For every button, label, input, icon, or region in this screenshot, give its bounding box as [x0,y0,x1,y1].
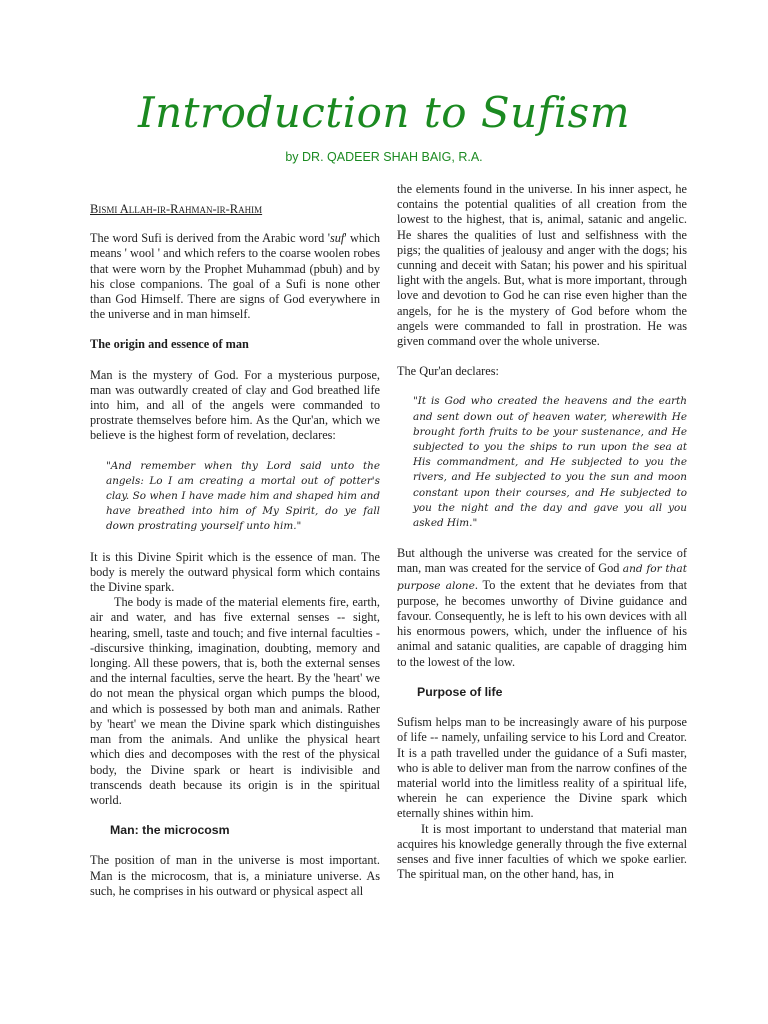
paragraph-service [397,546,687,670]
heading-purpose: Purpose of life [417,684,503,699]
paragraph-position: The position of man in the universe is most important. Man is the microcosm, that is, a miniature universe. As such, he comprises in his outward or physical aspect all [90,853,380,898]
paragraph-mystery: Man is the mystery of God. For a mysterious purpose, man was outwardly created of clay and God breathed life into him, and all of the angels were commanded to prostrate themselves before him. As the Qur'an, which we believe is the highest form of revelation, declares: [90,367,380,443]
quote-heavens: "It is God who created the heavens and the earth and sent down out of heaven water, wherewith He brought forth fruits to be your sustenance, and He subjected to you the ships to run upon the sea at His commandment, and He subjected to you the rivers, and He subjected to you the sun and moon constant upon their courses, and He subjected to you the night and the day and gave you all you asked Him." [413,395,687,530]
paragraph-divine-spirit: It is this Divine Spirit which is the essence of man. The body is merely the outward physical form which contains the Divine spark. [90,549,380,595]
paragraph-word-sufi [90,231,380,322]
page-title: Introduction to Sufism [137,88,631,137]
right-column [397,182,687,897]
heading-microcosm: Man: the microcosm [110,823,230,838]
paragraph-text: The word Sufi is derived from the Arabic word ' [90,231,330,246]
paragraph-text: But although the universe was created for the service of man, man was created for the service of God [397,546,687,576]
quote-creation: "And remember when thy Lord said unto the angels: Lo I am creating a mortal out of potter's clay. So when I have made him and shaped him and have breathed into him of My Spirit, do ye fall down prostrating yourself unto him." [106,459,380,533]
paragraph-text: ' which means ' wool ' and which refers to the coarse woolen robes that were worn by the Prophet Muhammad (pbuh) and by his close companions. The goal of a Sufi is none other than God Himself. There are signs of God everywhere in the universe and in man himself. [90,231,381,322]
paragraph-quran-declares: The Qur'an declares: [397,364,499,379]
author-byline: by DR. QADEER SHAH BAIG, R.A. [285,150,483,164]
emphasis-suf: suf [329,231,345,246]
heading-origin: The origin and essence of man [90,337,249,352]
paragraph-body-senses: The body is made of the material elements fire, earth, air and water, and has five external senses -- sight, hearing, smell, taste and touch; and five internal faculties --discursive thinking, imagination, doubting, memory and longing. All these powers, that is, both the external senses and the internal faculties, serve the heart. By the 'heart' we do not mean the physical organ which pumps the blood, and which is possessed by both man and animals. Rather by 'heart' we mean the Divine spark which distinguishes man from the animals. And unlike the physical heart which dies and decomposes with the rest of the physical body, the Divine spark or heart is indivisible and transcends death because its origin is in the spiritual world. [90,595,380,807]
emphasis-purpose: and for that purpose alone [397,563,688,592]
bismillah-line: Bismi Allah-ir-Rahman-ir-Rahim [90,202,263,216]
left-column [90,182,380,914]
paragraph-elements: the elements found in the universe. In his inner aspect, he contains the potential qualities of all creation from the lowest to the highest, that is, animal, satanic and angelic. He shares the qualities of lust and selfishness with the pigs; the qualities of jealousy and anger with the dogs; his cunning and deceit with Satan; his power and his spiritual light with the angels. But, what is more important, through love and devotion to God he can rise even higher than the angels, for he is the mystery of God before whom the angels were commanded to fall in prostration. He was given command over the whole universe. [397,182,687,349]
paragraph-text: . To the extent that he deviates from that purpose, he becomes unworthy of Divine guidance and favour. Consequently, he is left to his own devices with all his enormous powers, which, under the influence of his animal and satanic qualities, are capable of dragging him to the lowest of the low. [397,577,688,669]
paragraph-sufism: Sufism helps man to be increasingly aware of his purpose of life -- namely, unfailing service to his Lord and Creator. It is a path travelled under the guidance of a Sufi master, who is able to deliver man from the narrow confines of the material world into the limitless reality of a spiritual life, wherein he can experience the Divine spark which eternally shines within him. [397,715,687,821]
paragraph-material-man: It is most important to understand that material man acquires his knowledge generally through the five external senses and five inner faculties of which we spoke earlier. The spiritual man, on the other hand, has, in [397,821,687,882]
